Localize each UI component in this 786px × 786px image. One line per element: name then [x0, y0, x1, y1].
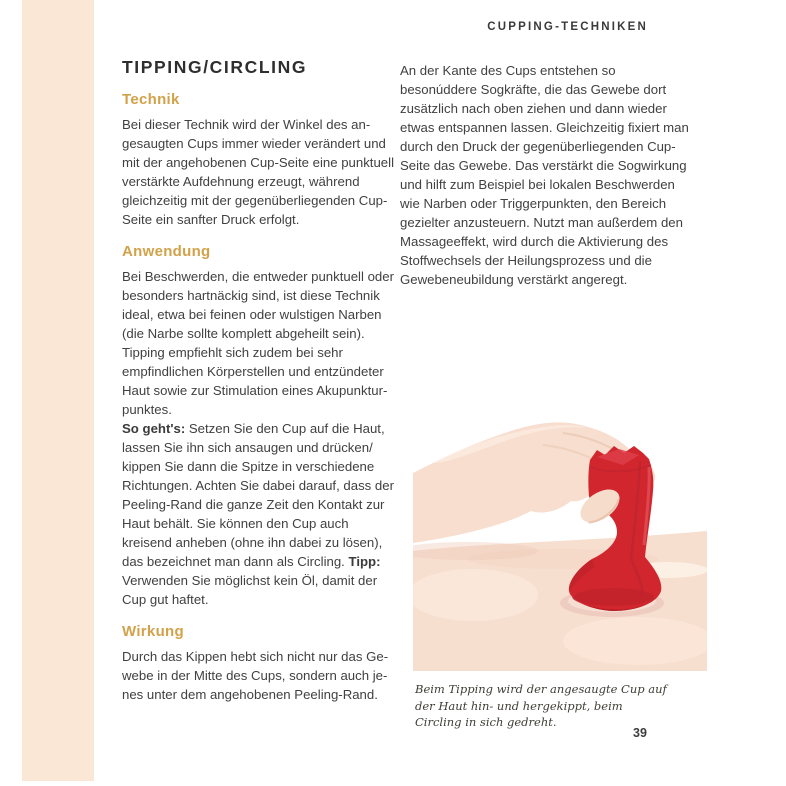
tipp-label: Tipp: — [348, 554, 381, 569]
section-heading-technik: Technik — [122, 91, 180, 108]
section-heading-anwendung: Anwendung — [122, 243, 211, 260]
tipp-text: Verwenden Sie möglichst kein Öl, damit der Cup gut haftet. — [122, 573, 378, 607]
left-column — [122, 57, 398, 704]
right-column — [400, 61, 692, 289]
anwendung-howto — [122, 419, 398, 609]
cupping-illustration — [413, 345, 707, 671]
anwendung-body: Bei Beschwerden, die entweder punktuell oder besonders hartnäckig sind, ist diese Technik ideal, etwa bei feinen oder wulstigen Narben (die Narbe sollte komplett abgeheilt sein). Tipping empfiehlt sich zudem bei sehr empfindlichen Körperstellen und entzündeter Haut sowie zur Stimulation eines Akupunkturpunktes. — [122, 269, 394, 417]
right-column-body: An der Kante des Cups entstehen so besonúddere Sogkräfte, die das Gewebe dort zusätzlich nach oben ziehen und dann wieder etwas entspannen lassen. Gleichzeitig fixiert man durch den Druck der gegenüberliegenden Cup-Seite das Gewebe. Das verstärkt die Sogwirkung und hilft zum Beispiel bei lokalen Beschwerden wie Narben oder Triggerpunkten, den Bereich gezielter anzusteuern. Nutzt man außerdem den Massageeffekt, wird durch die Aktivierung des Stoffwechsels der Heilungsprozess und die Gewebeneubildung verstärkt angeregt. — [400, 63, 689, 287]
page-edge-strip — [22, 0, 94, 781]
so-gehts-label: So geht's: — [122, 421, 186, 436]
cupping-photo — [413, 345, 707, 671]
photo-caption: Beim Tipping wird der angesaugte Cup auf der Haut hin- und hergekippt, beim Circling in sich gedreht. — [415, 682, 667, 729]
page-number: 39 — [633, 726, 647, 740]
running-header: CUPPING-TECHNIKEN — [487, 21, 648, 33]
section-heading-wirkung: Wirkung — [122, 623, 184, 640]
so-gehts-text: Setzen Sie den Cup auf die Haut, lassen Sie ihn sich ansaugen und drücken/​kippen Sie dann die Spitze in verschiedene Richtungen. Achten Sie dabei darauf, dass der Peeling-Rand die ganze Zeit den Kontakt zur Haut behält. Sie können den Cup auch kreisend anheben (ohne ihn dabei zu lösen), das bezeichnet man dann als Circling. — [122, 421, 394, 569]
page-title: TIPPING/CIRCLING — [122, 57, 308, 77]
wirkung-body: Durch das Kippen hebt sich nicht nur das Gewebe in der Mitte des Cups, sondern auch jenes unter dem angehobenen Peeling-Rand. — [122, 649, 389, 702]
technik-body: Bei dieser Technik wird der Winkel des angesaugten Cups immer wieder verändert und mit der angehobenen Cup-Seite eine punktuell verstärkte Aufdehnung erzeugt, während gleichzeitig mit der gegenüberliegenden Cup-Seite ein sanfter Druck erfolgt. — [122, 117, 394, 227]
